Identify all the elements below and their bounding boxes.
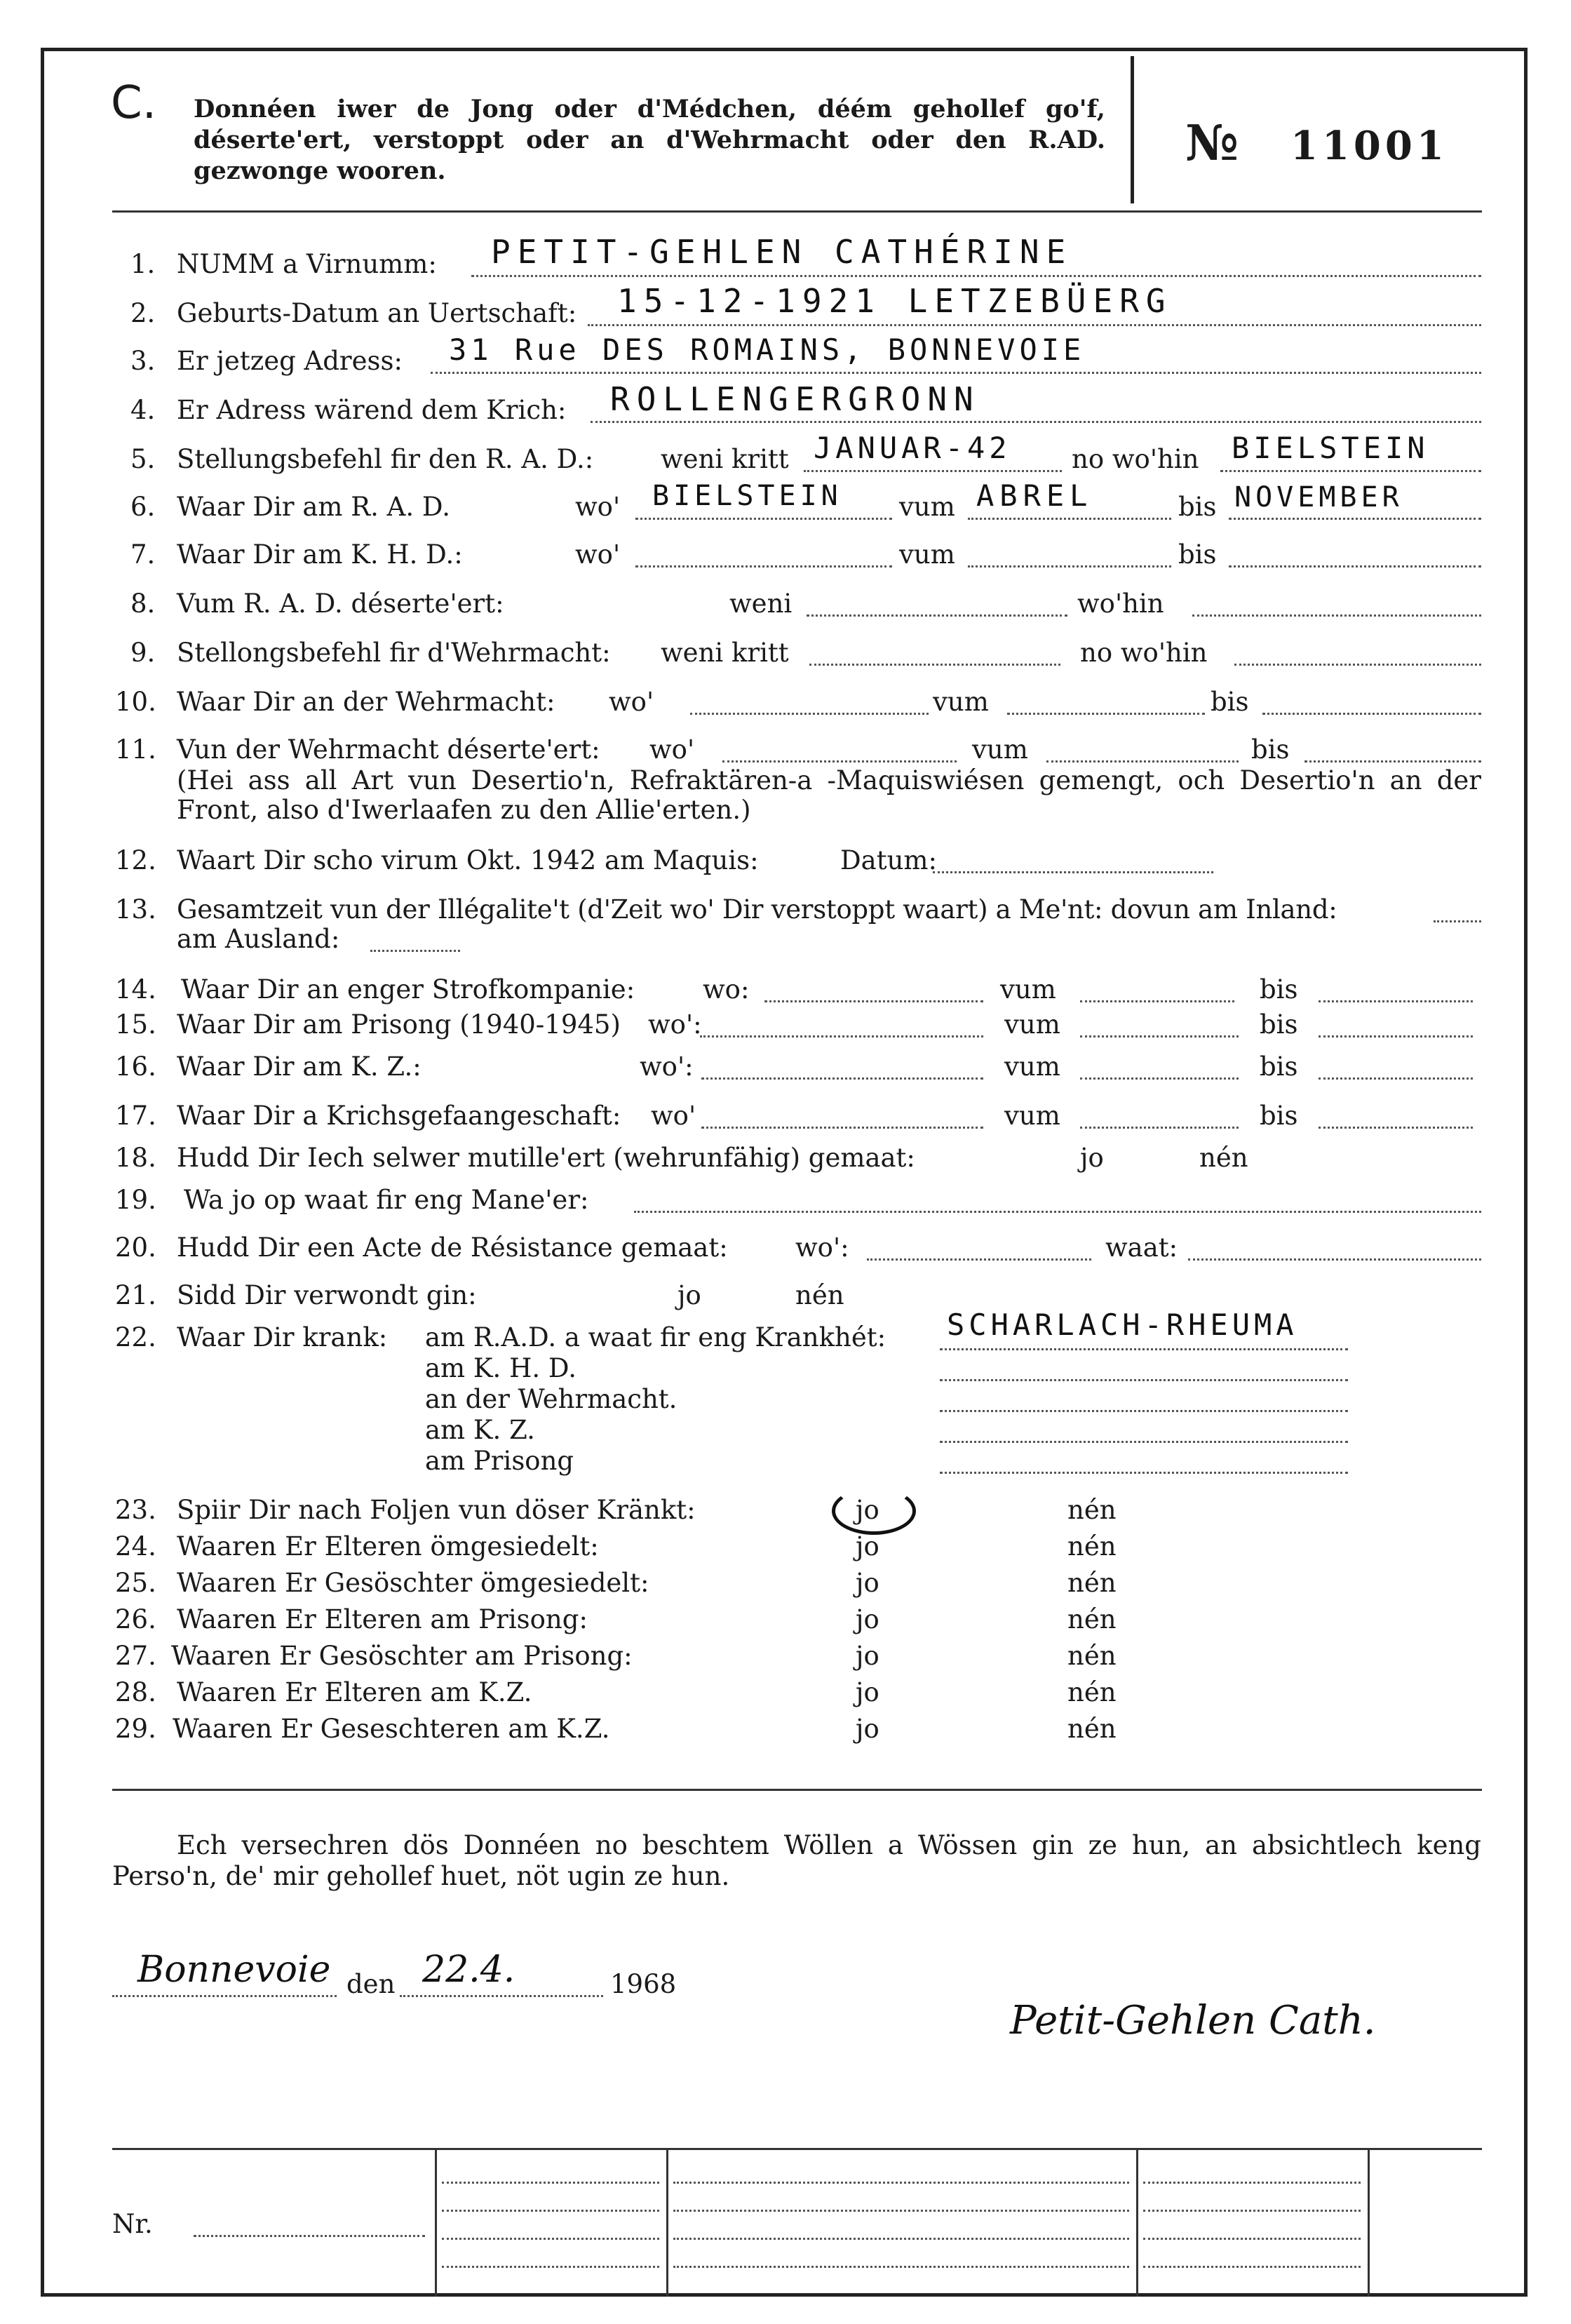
- label-sick-prisong: am Prisong: [425, 1446, 574, 1476]
- row-label-siblings-prison: Waaren Er Gesöschter am Prisong:: [171, 1641, 633, 1671]
- row-number: 16.: [115, 1052, 156, 1082]
- row-number: 17.: [115, 1101, 156, 1131]
- inland-field[interactable]: [1434, 920, 1481, 922]
- row-number: 25.: [115, 1568, 156, 1598]
- year-label: 1968: [610, 1969, 677, 1999]
- pow-to-field[interactable]: [1319, 1127, 1473, 1129]
- table-col-divider: [666, 2148, 668, 2297]
- row-number: 6.: [130, 492, 156, 522]
- label-vum: vum: [1000, 974, 1056, 1005]
- row-number: 21.: [115, 1280, 156, 1310]
- label-wo: wo':: [648, 1009, 702, 1040]
- row-label-maquis: Waart Dir scho virum Okt. 1942 am Maquis:: [177, 845, 759, 875]
- maquis-date-field[interactable]: [933, 871, 1213, 873]
- row-label-manner: Wa jo op waat fir eng Mane'er:: [184, 1185, 589, 1215]
- row-label-rad: Waar Dir am R. A. D.: [177, 492, 450, 522]
- label-bis: bis: [1251, 734, 1290, 765]
- row-number: 5.: [130, 444, 156, 474]
- label-wo: wo': [575, 492, 621, 522]
- address-field[interactable]: [431, 372, 1481, 374]
- row-number: 27.: [115, 1641, 156, 1671]
- khd-from-field[interactable]: [968, 565, 1171, 567]
- registry-field[interactable]: [442, 2182, 659, 2184]
- label-wo: wo': [609, 687, 654, 717]
- row-number: 15.: [115, 1009, 156, 1040]
- row-label-illegality: Gesamtzeit vun der Illégalite't (d'Zeit wo' Dir verstoppt waart) a Me'nt: dovun am Inland:: [177, 894, 1337, 925]
- label-wo: wo:: [703, 974, 750, 1005]
- label-no-wohin: no wo'hin: [1080, 638, 1208, 668]
- option-nen[interactable]: nén: [1067, 1495, 1117, 1525]
- label-nr: Nr.: [112, 2209, 153, 2239]
- rad-where-field[interactable]: [1220, 470, 1481, 472]
- table-col-divider: [1368, 2148, 1370, 2297]
- manner-field[interactable]: [634, 1211, 1481, 1213]
- name-field[interactable]: [471, 275, 1481, 277]
- strof-from-field[interactable]: [1080, 1000, 1234, 1002]
- row-label-rad-desert: Vum R. A. D. déserte'ert:: [177, 589, 504, 619]
- option-jo[interactable]: jo: [1080, 1143, 1104, 1173]
- wm-order-date-field[interactable]: [809, 664, 1060, 666]
- label-vum: vum: [1004, 1009, 1060, 1040]
- registry-field[interactable]: [1143, 2210, 1361, 2212]
- prisong-from-field[interactable]: [1080, 1035, 1239, 1037]
- hw-rad-wo: BIELSTEIN: [652, 480, 842, 512]
- option-nen[interactable]: nén: [1067, 1641, 1117, 1671]
- row-number: 10.: [115, 687, 156, 717]
- option-nen[interactable]: nén: [1067, 1714, 1117, 1744]
- hw-rad-where: BIELSTEIN: [1232, 431, 1429, 465]
- option-jo[interactable]: jo: [856, 1604, 879, 1634]
- hw-address-war: ROLLENGERGRONN: [610, 380, 980, 418]
- option-nen[interactable]: nén: [1067, 1568, 1117, 1598]
- option-nen[interactable]: nén: [1199, 1143, 1248, 1173]
- wm-desert-to-field[interactable]: [1304, 760, 1481, 763]
- declaration-line2: Perso'n, de' mir gehollef huet, nöt ugin ze hun.: [112, 1861, 730, 1891]
- registry-field[interactable]: [673, 2238, 1129, 2240]
- label-weni-kritt: weni kritt: [661, 444, 789, 474]
- hw-rad-from: ABREL: [976, 478, 1093, 513]
- place-field[interactable]: [112, 1995, 337, 1997]
- table-col-divider: [1136, 2148, 1138, 2297]
- row-label-khd: Waar Dir am K. H. D.:: [177, 539, 463, 570]
- option-nen[interactable]: nén: [1067, 1531, 1117, 1561]
- label-bis: bis: [1260, 1101, 1298, 1131]
- registry-field[interactable]: [442, 2210, 659, 2212]
- date-field[interactable]: [400, 1995, 603, 1997]
- rad-to-field[interactable]: [1229, 518, 1481, 520]
- label-sick-rad: am R.A.D. a waat fir eng Krankhét:: [425, 1322, 886, 1352]
- row-label-wm-desert: Vun der Wehrmacht déserte'ert:: [177, 734, 600, 765]
- kz-to-field[interactable]: [1319, 1077, 1473, 1080]
- rad-date-field[interactable]: [804, 470, 1062, 472]
- sick-kz-field[interactable]: [940, 1441, 1348, 1443]
- row-number: 9.: [130, 638, 156, 668]
- label-sick-wehrmacht: an der Wehrmacht.: [425, 1384, 677, 1414]
- label-no-wohin: no wo'hin: [1072, 444, 1199, 474]
- row-number: 19.: [115, 1185, 156, 1215]
- row-label-parents-resettled: Waaren Er Elteren ömgesiedelt:: [177, 1531, 599, 1561]
- row-label-strofkompanie: Waar Dir an enger Strofkompanie:: [181, 974, 635, 1005]
- wm-desert-from-field[interactable]: [1046, 760, 1239, 763]
- form-number: 11001: [1290, 123, 1448, 169]
- ausland-field[interactable]: [370, 950, 460, 952]
- pow-from-field[interactable]: [1080, 1127, 1239, 1129]
- section-divider: [112, 1789, 1482, 1791]
- declaration-line1: Ech versechren dös Donnéen no beschtem Wöllen a Wössen gin ze hun, an absichtlech keng: [177, 1830, 1481, 1860]
- row-label-pow: Waar Dir a Krichsgefaangeschaft:: [177, 1101, 621, 1131]
- label-vum: vum: [933, 687, 989, 717]
- row-label-consequences: Spiir Dir nach Foljen vun döser Kränkt:: [177, 1495, 696, 1525]
- option-nen[interactable]: nén: [1067, 1604, 1117, 1634]
- rad-wo-field[interactable]: [635, 518, 892, 520]
- label-vum: vum: [1004, 1052, 1060, 1082]
- resistance-wo-field[interactable]: [867, 1258, 1091, 1261]
- label-wo: wo': [651, 1101, 696, 1131]
- option-jo[interactable]: jo: [856, 1641, 879, 1671]
- hw-birth: 15-12-1921 LETZEBÜERG: [617, 282, 1173, 320]
- registry-field[interactable]: [442, 2266, 659, 2268]
- row-label-sick: Waar Dir krank:: [177, 1322, 388, 1352]
- wm-from-field[interactable]: [1007, 713, 1205, 715]
- nr-field[interactable]: [194, 2235, 425, 2237]
- row-label-name: NUMM a Virnumm:: [177, 249, 437, 279]
- hw-date: 22.4.: [422, 1949, 515, 1991]
- option-jo[interactable]: jo: [677, 1280, 701, 1310]
- row-label-parents-prison: Waaren Er Elteren am Prisong:: [177, 1604, 588, 1634]
- wm-wo-field[interactable]: [690, 713, 929, 715]
- option-nen[interactable]: nén: [1067, 1677, 1117, 1707]
- label-wo: wo':: [795, 1232, 849, 1263]
- row-number: 7.: [130, 539, 156, 570]
- sick-khd-field[interactable]: [940, 1379, 1348, 1381]
- label-bis: bis: [1211, 687, 1249, 717]
- row-label-mutilation: Hudd Dir Iech selwer mutille'ert (wehrunfähig) gemaat:: [177, 1143, 915, 1173]
- label-bis: bis: [1260, 1052, 1298, 1082]
- registry-field[interactable]: [673, 2182, 1129, 2184]
- row-label-siblings-resettled: Waaren Er Gesöschter ömgesiedelt:: [177, 1568, 649, 1598]
- label-weni-kritt: weni kritt: [661, 638, 789, 668]
- khd-wo-field[interactable]: [635, 565, 892, 567]
- label-den: den: [346, 1969, 396, 1999]
- strof-to-field[interactable]: [1319, 1000, 1473, 1002]
- row-label-wounded: Sidd Dir verwondt gin:: [177, 1280, 477, 1310]
- row-label-rad-order: Stellungsbefehl fir den R. A. D.:: [177, 444, 594, 474]
- row-label-wehrmacht-order: Stellongsbefehl fir d'Wehrmacht:: [177, 638, 611, 668]
- option-jo[interactable]: jo: [856, 1677, 879, 1707]
- registry-field[interactable]: [673, 2210, 1129, 2212]
- row-number: 3.: [130, 346, 156, 376]
- rad-desert-where-field[interactable]: [1192, 614, 1481, 617]
- label-bis: bis: [1260, 974, 1298, 1005]
- option-jo[interactable]: jo: [856, 1714, 879, 1744]
- khd-to-field[interactable]: [1229, 565, 1481, 567]
- row-label-address: Er jetzeg Adress:: [177, 346, 403, 376]
- registry-field[interactable]: [1143, 2238, 1361, 2240]
- label-bis: bis: [1260, 1009, 1298, 1040]
- header-separator: [112, 210, 1482, 213]
- label-sick-khd: am K. H. D.: [425, 1353, 577, 1383]
- registry-field[interactable]: [1143, 2266, 1361, 2268]
- label-bis: bis: [1178, 539, 1217, 570]
- row-number: 28.: [115, 1677, 156, 1707]
- label-wo: wo': [575, 539, 621, 570]
- row-number: 20.: [115, 1232, 156, 1263]
- strof-wo-field[interactable]: [764, 1000, 983, 1002]
- row-number: 29.: [115, 1714, 156, 1744]
- desertion-note-line1: (Hei ass all Art vun Desertio'n, Refraktären-a -Maquiswiésen gemengt, och Desertio'n an der: [177, 765, 1481, 795]
- prisong-to-field[interactable]: [1319, 1035, 1473, 1037]
- label-wo: wo':: [640, 1052, 694, 1082]
- hw-address: 31 Rue DES ROMAINS, BONNEVOIE: [449, 333, 1086, 367]
- row-number: 26.: [115, 1604, 156, 1634]
- birth-field[interactable]: [588, 324, 1481, 326]
- address-war-field[interactable]: [591, 421, 1481, 423]
- label-datum: Datum:: [840, 845, 937, 875]
- form-title: Donnéen iwer de Jong oder d'Médchen, déém gehollef go'f, déserte'ert, verstoppt oder an d'Wehrmacht oder den R.AD. gezwonge wooren.: [194, 95, 1105, 185]
- option-jo[interactable]: jo: [856, 1531, 879, 1561]
- registry-field[interactable]: [1143, 2182, 1361, 2184]
- section-letter: C.: [111, 77, 157, 129]
- number-label: №: [1185, 114, 1239, 172]
- row-label-resistance: Hudd Dir een Acte de Résistance gemaat:: [177, 1232, 728, 1263]
- row-number: 4.: [130, 395, 156, 425]
- label-ausland: am Ausland:: [177, 924, 340, 954]
- row-number: 14.: [115, 974, 156, 1005]
- label-vum: vum: [899, 539, 955, 570]
- label-weni: weni: [729, 589, 793, 619]
- rad-desert-date-field[interactable]: [807, 614, 1067, 617]
- row-label-parents-kz: Waaren Er Elteren am K.Z.: [177, 1677, 532, 1707]
- row-number: 8.: [130, 589, 156, 619]
- row-number: 22.: [115, 1322, 156, 1352]
- sick-rad-field[interactable]: [940, 1348, 1348, 1350]
- label-sick-kz: am K. Z.: [425, 1415, 535, 1445]
- header-divider: [1131, 56, 1134, 203]
- option-nen[interactable]: nén: [795, 1280, 844, 1310]
- signature: Petit-Gehlen Cath.: [1010, 1998, 1376, 2043]
- pow-wo-field[interactable]: [701, 1127, 983, 1129]
- row-number: 2.: [130, 298, 156, 328]
- prisong-wo-field[interactable]: [700, 1035, 983, 1037]
- label-vum: vum: [972, 734, 1028, 765]
- table-top-line: [112, 2148, 1482, 2150]
- label-waat: waat:: [1105, 1232, 1178, 1263]
- hw-rad-date: JANUAR-42: [814, 431, 1011, 465]
- row-label-prisong: Waar Dir am Prisong (1940-1945): [177, 1009, 621, 1040]
- label-bis: bis: [1178, 492, 1217, 522]
- row-number: 24.: [115, 1531, 156, 1561]
- wm-desert-wo-field[interactable]: [722, 760, 957, 763]
- row-label-siblings-kz: Waaren Er Geseschteren am K.Z.: [173, 1714, 610, 1744]
- hw-illness: SCHARLACH-RHEUMA: [947, 1308, 1298, 1342]
- hw-rad-to: NOVEMBER: [1234, 481, 1403, 513]
- hw-name: PETIT-GEHLEN CATHÉRINE: [491, 233, 1073, 271]
- row-number: 13.: [115, 894, 156, 925]
- label-vum: vum: [1004, 1101, 1060, 1131]
- option-jo[interactable]: jo: [856, 1568, 879, 1598]
- label-vum: vum: [899, 492, 955, 522]
- resistance-what-field[interactable]: [1188, 1258, 1481, 1261]
- wm-order-where-field[interactable]: [1234, 664, 1481, 666]
- table-col-divider: [435, 2148, 437, 2297]
- row-number: 12.: [115, 845, 156, 875]
- sick-prisong-field[interactable]: [940, 1472, 1348, 1474]
- row-number: 18.: [115, 1143, 156, 1173]
- desertion-note-line2: Front, also d'Iwerlaafen zu den Allie'erten.): [177, 795, 751, 825]
- kz-wo-field[interactable]: [701, 1077, 983, 1080]
- wm-to-field[interactable]: [1262, 713, 1481, 715]
- option-jo[interactable]: jo: [856, 1495, 879, 1525]
- hw-place: Bonnevoie: [137, 1949, 331, 1991]
- row-number: 1.: [130, 249, 156, 279]
- registry-field[interactable]: [442, 2238, 659, 2240]
- kz-from-field[interactable]: [1080, 1077, 1239, 1080]
- row-number: 11.: [115, 734, 156, 765]
- row-label-birth: Geburts-Datum an Uertschaft:: [177, 298, 577, 328]
- sick-wehrmacht-field[interactable]: [940, 1410, 1348, 1412]
- row-label-kz: Waar Dir am K. Z.:: [177, 1052, 422, 1082]
- rad-from-field[interactable]: [968, 518, 1171, 520]
- registry-field[interactable]: [673, 2266, 1129, 2268]
- row-label-address-war: Er Adress wärend dem Krich:: [177, 395, 567, 425]
- row-label-wehrmacht: Waar Dir an der Wehrmacht:: [177, 687, 555, 717]
- label-wo: wo': [649, 734, 695, 765]
- row-number: 23.: [115, 1495, 156, 1525]
- label-wohin: wo'hin: [1077, 589, 1164, 619]
